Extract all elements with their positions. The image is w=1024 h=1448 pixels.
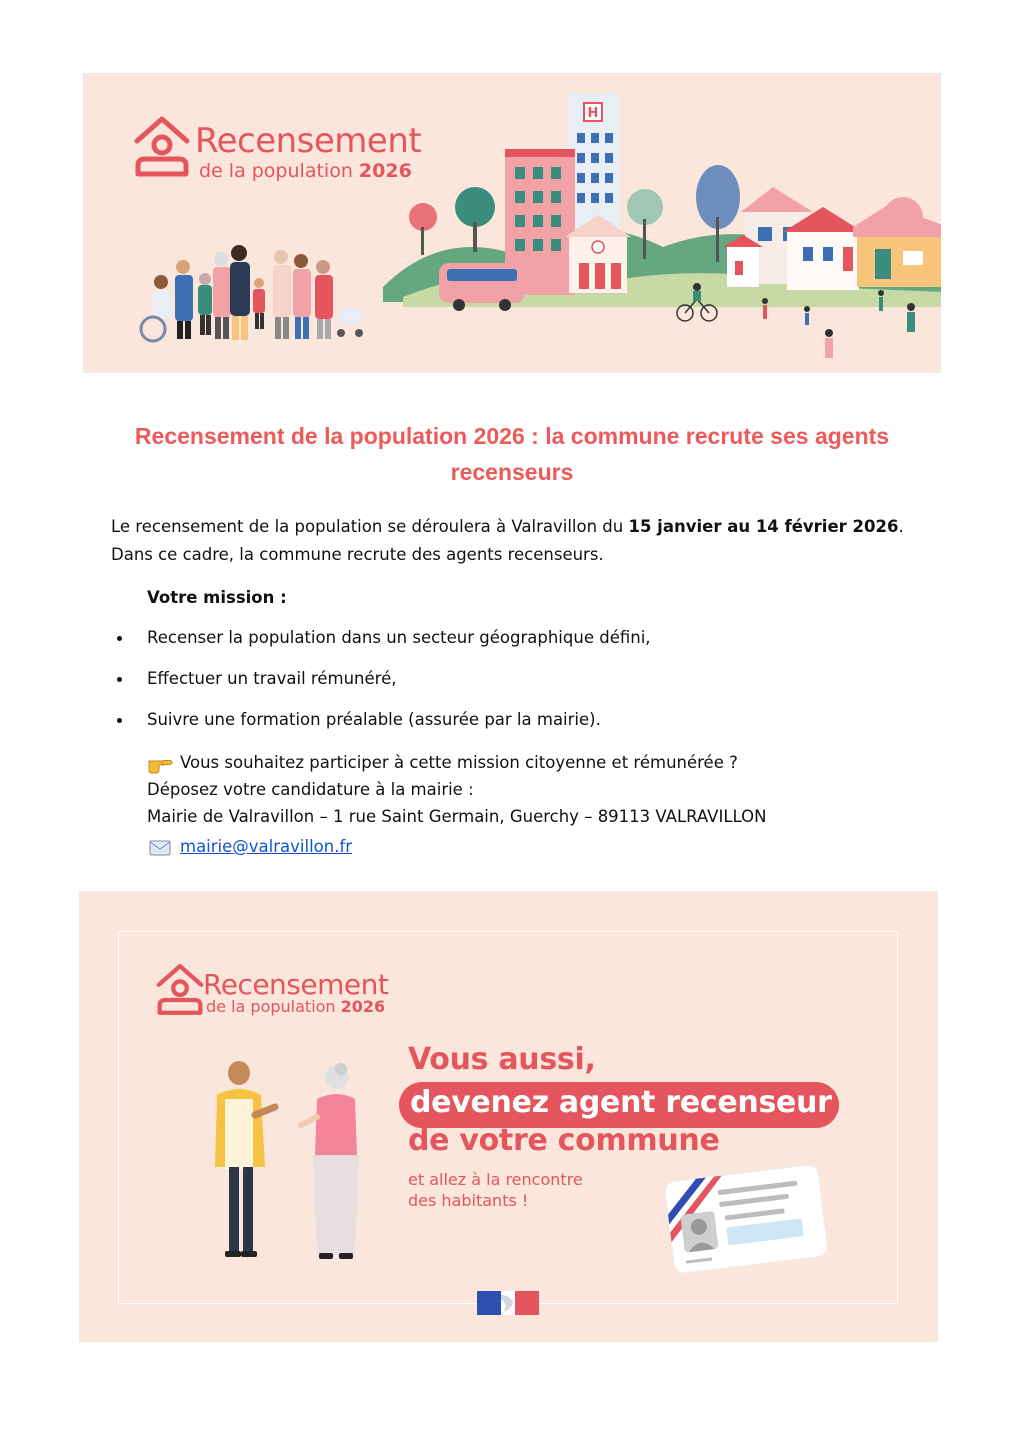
- intro-dates: 15 janvier au 14 février 2026: [628, 517, 899, 536]
- intro-text-start: Le recensement de la population se déroulera à Valravillon du: [111, 517, 629, 536]
- bottom-banner: [79, 891, 938, 1342]
- envelope-icon: [149, 840, 171, 856]
- mission-item: Effectuer un travail rémunéré,: [147, 669, 397, 688]
- logo-title: Recensement: [195, 121, 422, 161]
- slogan-subtitle-1: et allez à la rencontre: [408, 1170, 583, 1189]
- logo-subtitle-prefix: de la population: [199, 160, 359, 182]
- town-illustration: [383, 87, 941, 373]
- mission-heading: [147, 588, 287, 607]
- house-person-icon: [133, 113, 191, 179]
- two-people-illustration: [205, 1059, 375, 1269]
- crowd-illustration: [133, 237, 373, 347]
- bullet-dot: [117, 636, 122, 641]
- id-card-illustration: [661, 1157, 831, 1277]
- logo-title: Recensement: [203, 968, 389, 1001]
- slogan-line-1: Vous aussi,: [408, 1042, 596, 1077]
- logo-subtitle-year: 2026: [340, 997, 386, 1016]
- intro-text-end: .: [898, 517, 904, 536]
- contact-address: Mairie de Valravillon – 1 rue Saint Germain, Guerchy – 89113 VALRAVILLON: [147, 807, 767, 826]
- mission-item: Recenser la population dans un secteur géographique défini,: [147, 628, 651, 647]
- hospital-sign: H: [587, 106, 599, 121]
- slogan-line-2: devenez agent recenseur: [410, 1085, 832, 1120]
- logo-subtitle-prefix: de la population: [206, 997, 341, 1016]
- republic-logo: [477, 1291, 539, 1315]
- contact-deposit: Déposez votre candidature à la mairie :: [147, 780, 474, 799]
- pointing-hand-icon: [147, 752, 173, 774]
- slogan-line-3: de votre commune: [408, 1123, 720, 1158]
- intro-line-2: Dans ce cadre, la commune recrute des agents recenseurs.: [111, 545, 604, 564]
- logo-subtitle: [206, 997, 385, 1016]
- logo-subtitle: [199, 160, 412, 182]
- logo-subtitle-year: 2026: [358, 160, 412, 182]
- bullet-dot: [117, 677, 122, 682]
- page-title: Recensement de la population 2026 : la commune recrute ses agents recenseurs: [134, 423, 890, 485]
- slogan-subtitle-2: des habitants !: [408, 1191, 529, 1210]
- census-logo-bottom: [79, 891, 409, 1031]
- bullet-dot: [117, 718, 122, 723]
- mission-heading-text: Votre mission :: [147, 588, 287, 607]
- top-banner: [83, 73, 941, 373]
- mission-item: Suivre une formation préalable (assurée par la mairie).: [147, 710, 601, 729]
- email-link[interactable]: mairie@valravillon.fr: [180, 837, 353, 856]
- contact-question: Vous souhaitez participer à cette mission citoyenne et rémunérée ?: [180, 753, 738, 772]
- house-person-icon: [155, 961, 205, 1017]
- intro-line-1: [111, 517, 904, 536]
